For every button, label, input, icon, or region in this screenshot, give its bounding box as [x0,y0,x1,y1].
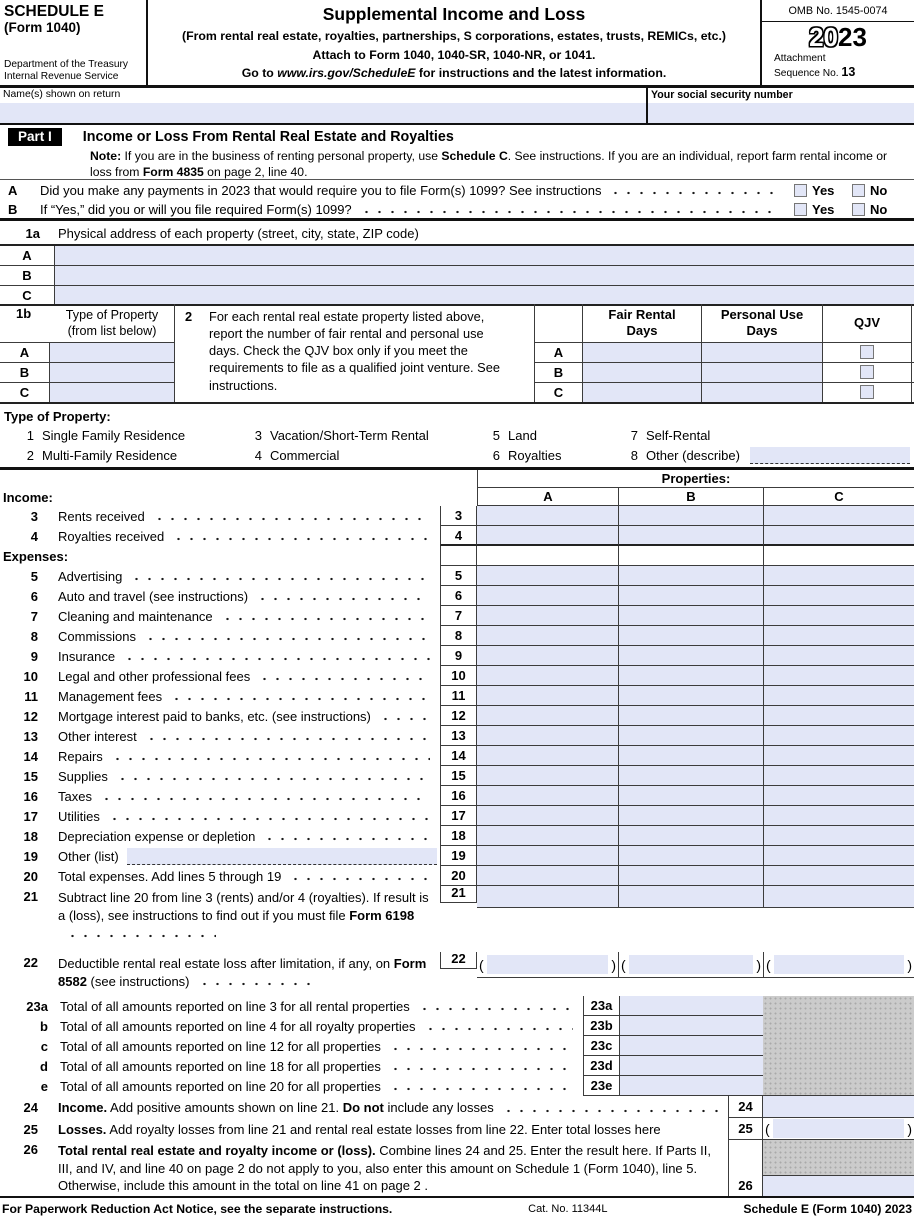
dot-leader [379,717,430,721]
amount-b-input[interactable] [618,506,763,526]
attach-instruction: Attach to Form 1040, 1040-SR, 1040-NR, or 1041. [312,47,596,62]
question-b-no: No [852,202,906,217]
dot-leader [389,1047,573,1051]
yes-checkbox[interactable] [794,184,807,197]
amount-a-input[interactable] [477,826,618,846]
question-a-letter: A [8,183,18,198]
line-number-box: 23c [583,1036,620,1056]
table-row: 20 Total expenses. Add lines 5 through 19 20 [0,866,914,886]
line-22-c-cell: ( ) [763,952,914,978]
line-number-box: 7 [440,606,477,626]
ssn-cell [646,88,914,123]
line-1b-section [0,304,914,404]
property-type-item: 5 Land [492,427,537,443]
form-number: (Form 1040) [4,20,81,36]
dot-leader [170,697,430,701]
dot-leader [256,597,430,601]
property-type-item: 4 Commercial [254,447,340,463]
question-b-text: If “Yes,” did you or will you file required Form(s) 1099? [40,202,352,217]
amount-a-input[interactable] [477,566,618,586]
amount-b-input[interactable] [618,566,763,586]
amount-c-input[interactable] [763,626,914,646]
dot-leader [198,982,318,986]
qjv-c-cell [822,383,912,402]
line-number-box: 23a [583,996,620,1016]
table-row: 7 Cleaning and maintenance 7 [0,606,914,626]
property-b-type-input[interactable] [50,363,174,382]
dot-leader [172,537,430,541]
table-row [0,246,914,266]
amount-c-input[interactable] [763,866,914,886]
line-number-box: 15 [440,766,477,786]
amount-a-input[interactable] [477,606,618,626]
line-number-box: 18 [440,826,477,846]
amount-a-input[interactable] [477,846,618,866]
line-1a-number: 1a [25,225,40,241]
line-number-box: 19 [440,846,477,866]
line-21-c-cell [763,886,914,908]
amount-c-input[interactable] [763,846,914,866]
total-income-or-loss-input[interactable] [763,1175,914,1196]
omb-number: OMB No. 1545-0074 [762,0,914,22]
question-a-yes: Yes [794,183,848,198]
instruction-2-number: 2 [185,309,193,324]
table-row: e Total of all amounts reported on line 20 for all properties 23e [0,1076,914,1096]
total-amount-input[interactable] [620,996,763,1016]
row-letter: A [0,246,55,265]
amount-a-input[interactable] [477,686,618,706]
line-22-row: 22 Deductible rental real estate loss after limitation, if any, on Form 8582 (see instructions) 22 ( ) ( ) ( ) [23,951,912,989]
amount-a-input[interactable] [477,746,618,766]
column-a-header: A [477,488,618,506]
ssn-input[interactable] [648,103,914,123]
line-number-box: 26 [728,1140,763,1196]
amount-c-input[interactable] [763,566,914,586]
name-label: Name(s) shown on return [3,89,121,100]
losses-total-input[interactable] [773,1119,905,1138]
line-21-label: Subtract line 20 from line 3 (rents) and/or 4 (royalties). If result is a (loss), see instructions to find out if you must file Form 6198 [58,889,438,942]
dot-leader [153,517,430,521]
property-type-item: 1 Single Family Residence [26,427,186,443]
name-cell [0,88,646,123]
column-c-header: C [763,488,914,506]
amount-a-input[interactable] [477,886,618,907]
amount-a-input[interactable] [477,806,618,826]
fair-rental-days-c-input[interactable] [582,383,701,402]
dot-leader [130,577,430,581]
spacer [0,470,477,488]
name-input[interactable] [0,103,646,123]
amount-c-input[interactable] [763,666,914,686]
line-number-box: 23d [583,1056,620,1076]
amount-b-input[interactable] [618,746,763,766]
schedule-title: SCHEDULE E [4,3,104,20]
amount-b-input[interactable] [618,866,763,886]
table-row: d Total of all amounts reported on line 18 for all properties 23d [0,1056,914,1076]
amount-a-input[interactable] [477,506,618,526]
spacer [535,304,582,343]
irs-url: www.irs.gov/ScheduleE [277,65,416,80]
type-of-property-list [0,406,914,470]
table-row [535,363,914,383]
row-letter: A [553,344,564,360]
line-25-label: Losses. Add royalty losses from line 21 and rental real estate losses from line 22. Enter total losses here [58,1121,661,1137]
column-b-header: B [618,488,763,506]
line-22-b-cell: ( ) [618,952,763,978]
amount-c-input[interactable] [763,506,914,526]
fair-rental-days-header: Fair Rental Days [582,304,701,343]
line-22-label: Deductible rental real estate loss after limitation, if any, on Form 8582 (see instructions) [58,956,427,989]
qjv-header: QJV [822,304,912,343]
shaded-cell [763,1140,914,1175]
property-type-item: 8 Other (describe) [630,447,740,463]
total-amount-input[interactable] [620,1056,763,1076]
amount-b-input[interactable] [618,666,763,686]
table-row: 14 Repairs 14 [0,746,914,766]
property-type-item: 3 Vacation/Short-Term Rental [254,427,429,443]
amount-c-input[interactable] [763,526,914,546]
line-number-box: 17 [440,806,477,826]
catalog-number: Cat. No. 11344L [528,1202,608,1215]
table-row: 15 Supplies 15 [0,766,914,786]
questions-section [0,179,914,221]
line-number-box: 20 [440,866,477,886]
part1-note: Note: If you are in the business of renting personal property, use Schedule C. See instructions. If you are an individual, report farm rental income or loss from Form 4835 on page 2, line 40. [90,149,888,180]
type-of-property-column [0,304,175,402]
amount-b-input[interactable] [618,846,763,866]
amount-a-input[interactable] [477,766,618,786]
dot-leader [258,677,430,681]
amount-c-input[interactable] [763,606,914,626]
line-number-box: 24 [728,1096,763,1118]
goto-instruction: Go to www.irs.gov/ScheduleE for instructions and the latest information. [241,65,667,80]
shaded-cell [763,1016,914,1036]
dot-leader [108,817,430,821]
amount-a-input[interactable] [477,786,618,806]
form-header [0,0,914,88]
line-1a-label: Physical address of each property (street, city, state, ZIP code) [58,225,419,241]
line-number-box: 22 [440,952,477,969]
column-letters-row [0,488,914,506]
part1-tag: Part I [8,128,62,146]
table-row [0,266,914,286]
header-right-block [762,0,914,85]
qjv-c-checkbox[interactable] [860,385,874,399]
dot-leader [609,191,780,195]
table-row: 18 Depreciation expense or depletion 18 [0,826,914,846]
type-of-property-heading: Type of Property: [4,409,111,424]
question-a-row [0,181,914,200]
amount-c-input[interactable] [764,886,914,907]
line-number-box: 13 [440,726,477,746]
line-26-cell [763,1140,914,1196]
table-row: b Total of all amounts reported on line 4 for all royalty properties 23b [0,1016,914,1036]
other-describe-input[interactable] [750,447,910,464]
shaded-cell [763,1056,914,1076]
line-number-box: 25 [728,1118,763,1140]
properties-header-row [0,470,914,488]
line-21-b-cell [618,886,763,908]
table-row: c Total of all amounts reported on line 12 for all properties 23c [0,1036,914,1056]
total-amount-input[interactable] [620,1036,763,1056]
address-table [0,244,914,306]
table-row: 9 Insurance 9 [0,646,914,666]
dot-leader [502,1109,718,1113]
empty-cell [477,546,618,566]
ssn-label: Your social security number [651,89,793,101]
line-24-label: Income. Add positive amounts shown on line 21. Do not include any losses [58,1099,494,1115]
dot-leader [66,934,216,938]
properties-title: Properties: [477,470,914,488]
question-a-text: Did you make any payments in 2023 that would require you to file Form(s) 1099? See instructions [40,183,602,198]
table-row [535,343,914,363]
amount-c-input[interactable] [763,826,914,846]
form-footer [0,1196,914,1217]
table-row: 6 Auto and travel (see instructions) 6 [0,586,914,606]
line-1b-number: 1b [16,306,32,321]
expenses-section-label: Expenses: [3,548,69,564]
dot-leader [389,1067,573,1071]
line-number-box: 14 [440,746,477,766]
paperwork-notice: For Paperwork Reduction Act Notice, see the separate instructions. [2,1201,393,1216]
dot-leader [111,757,430,761]
attachment-sequence: Attachment Sequence No. 13 [774,52,856,80]
personal-use-days-c-input[interactable] [701,383,822,402]
taxpayer-row [0,88,914,125]
dot-leader [389,1087,573,1091]
line-number-box: 6 [440,586,477,606]
instruction-2-block [175,304,535,402]
total-amount-input[interactable] [620,1076,763,1096]
loss-b-input[interactable] [629,955,754,974]
line-25-cell: ( ) [763,1118,914,1140]
department-line1: Department of the Treasury [4,58,129,70]
shaded-cell [763,1036,914,1056]
income-total-input[interactable] [763,1096,914,1118]
line-26-label: Total rental real estate and royalty income or (loss). Combine lines 24 and 25. Enter the result here. If Parts II, III, and IV, and line 40 on page 2 do not apply to you, also enter this amount on Schedule 1 (Form 1040), line 5. Otherwise, include this amount in the total on line 41 on page 2 . [58,1143,711,1194]
department-line2: Internal Revenue Service [4,70,119,82]
line-number-box: 8 [440,626,477,646]
row-letter: C [0,383,50,402]
line-26-row: 26 Total rental real estate and royalty income or (loss). Combine lines 24 and 25. Enter the result here. If Parts II, III, and IV, and line 40 on page 2 do not apply to you, also enter this amount on Schedule 1 (Form 1040), line 5. Otherwise, include this amount in the total on line 41 on page 2 . 26 [0,1140,914,1196]
table-row [0,343,174,363]
income-expense-grid [0,470,914,996]
dot-leader [360,210,780,214]
amount-c-input[interactable] [763,586,914,606]
amount-c-input[interactable] [763,746,914,766]
amount-b-input[interactable] [618,646,763,666]
dot-leader [221,617,430,621]
empty-cell [618,546,763,566]
line-number-box: 12 [440,706,477,726]
form-subtitle: (From rental real estate, royalties, partnerships, S corporations, estates, trusts, REMICs, etc.) [182,29,726,44]
row-letter: B [553,364,564,380]
amount-b-input[interactable] [618,826,763,846]
amount-c-input[interactable] [763,766,914,786]
amount-b-input[interactable] [619,886,763,907]
dot-leader [116,777,430,781]
dot-leader [424,1027,573,1031]
row-letter: C [553,384,564,400]
loss-a-input[interactable] [487,955,609,974]
row-letter: C [0,286,55,304]
form-footer-id: Schedule E (Form 1040) 2023 [743,1201,912,1216]
line-number-box: 3 [440,506,477,526]
table-row: 13 Other interest 13 [0,726,914,746]
tax-year: 2023 [809,22,867,52]
table-row: 5 Advertising 5 [0,566,914,586]
question-b-row [0,200,914,219]
dot-leader [145,737,430,741]
question-b-letter: B [8,202,18,217]
personal-use-days-header: Personal Use Days [701,304,822,343]
totals-section [0,996,914,1096]
line-number-box: 23b [583,1016,620,1036]
table-row: 10 Legal and other professional fees 10 [0,666,914,686]
yes-checkbox[interactable] [794,203,807,216]
amount-a-input[interactable] [477,586,618,606]
amount-c-input[interactable] [763,686,914,706]
qjv-a-checkbox[interactable] [860,345,874,359]
qjv-a-cell [822,343,912,362]
line-21-row: 21 Subtract line 20 from line 3 (rents) and/or 4 (royalties). If result is a (loss), see instructions to find out if you must file Form 6198 21 [0,886,914,952]
line-number-box: 21 [440,886,477,903]
dot-leader [263,837,430,841]
part1-heading: Income or Loss From Rental Real Estate and Royalties [82,129,454,145]
row-letter: B [0,363,50,382]
shaded-cell [763,1076,914,1096]
fair-rental-days-a-input[interactable] [582,343,701,362]
empty-cell [763,546,914,566]
question-b-yes: Yes [794,202,848,217]
qjv-b-checkbox[interactable] [860,365,874,379]
table-row: 8 Commissions 8 [0,626,914,646]
type-of-property-header: Type of Property (from list below) [65,308,159,339]
line-number-box: 9 [440,646,477,666]
amount-b-input[interactable] [618,526,763,546]
header-left-block [0,0,148,85]
amount-a-input[interactable] [477,646,618,666]
property-type-item: 7 Self-Rental [630,427,711,443]
amount-a-input[interactable] [477,666,618,686]
table-row: 3 Rents received 3 [0,506,914,526]
amount-a-input[interactable] [477,626,618,646]
line-1a-section [0,222,914,306]
amount-c-input[interactable] [763,806,914,826]
instruction-2-text: For each rental real estate property listed above, report the number of fair rental and personal use days. Check the QJV box only if you meet the requirements to file as a qualified joint venture. See instructions. [209,309,500,393]
table-row [0,363,174,383]
property-type-item: 2 Multi-Family Residence [26,447,178,463]
personal-use-days-b-input[interactable] [701,363,822,382]
row-letter: A [0,343,50,362]
table-row: 23a Total of all amounts reported on line 3 for all rental properties 23a [0,996,914,1016]
question-a-no: No [852,183,906,198]
line-number-box: 16 [440,786,477,806]
rental-days-table [535,304,914,402]
dot-leader [123,657,430,661]
property-type-item: 6 Royalties [492,447,562,463]
property-a-address-input[interactable] [55,246,914,265]
amount-c-input[interactable] [763,706,914,726]
no-checkbox[interactable] [852,184,865,197]
form-title: Supplemental Income and Loss [322,4,586,24]
table-row: 16 Taxes 16 [0,786,914,806]
line-number-box: 23e [583,1076,620,1096]
no-checkbox[interactable] [852,203,865,216]
amount-a-input[interactable] [477,726,618,746]
line-number-box: 11 [440,686,477,706]
property-b-address-input[interactable] [55,266,914,285]
amount-b-input[interactable] [618,626,763,646]
line-number-box: 4 [440,526,477,546]
fair-rental-days-b-input[interactable] [582,363,701,382]
table-row [535,383,914,402]
line-number-box: 5 [440,566,477,586]
other-list-input[interactable] [127,848,437,865]
personal-use-days-a-input[interactable] [701,343,822,362]
line-number-box [440,546,477,566]
expense-rows [0,566,914,846]
line-25-row: 25 Losses. Add royalty losses from line 21 and rental real estate losses from line 22. Enter total losses here 25 ( ) [0,1118,914,1140]
expenses-header-row [0,546,914,566]
qjv-b-cell [822,363,912,382]
shaded-cell [763,996,914,1016]
amount-b-input[interactable] [618,586,763,606]
amount-b-input[interactable] [618,726,763,746]
total-amount-input[interactable] [620,1016,763,1036]
line-22-a-cell: ( ) [477,952,618,978]
amount-c-input[interactable] [763,646,914,666]
table-row: 19 Other (list) 19 [0,846,914,866]
amount-a-input[interactable] [477,866,618,886]
property-a-type-input[interactable] [50,343,174,362]
amount-a-input[interactable] [477,526,618,546]
amount-b-input[interactable] [618,806,763,826]
loss-c-input[interactable] [774,955,905,974]
table-row: 11 Management fees 11 [0,686,914,706]
dot-leader [144,637,430,641]
dot-leader [289,877,430,881]
table-row: 17 Utilities 17 [0,806,914,826]
amount-b-input[interactable] [618,766,763,786]
dot-leader [418,1007,573,1011]
part1-header [0,128,914,180]
amount-c-input[interactable] [763,726,914,746]
amount-c-input[interactable] [763,786,914,806]
income-section-label: Income: [3,490,53,505]
line-number-box: 10 [440,666,477,686]
property-c-type-input[interactable] [50,383,174,402]
line-21-a-cell [477,886,618,908]
amount-b-input[interactable] [618,786,763,806]
table-row [0,286,914,306]
line-24-row: 24 Income. Add positive amounts shown on line 21. Do not include any losses 24 [0,1096,914,1118]
amount-b-input[interactable] [618,706,763,726]
table-row [0,383,174,402]
amount-b-input[interactable] [618,686,763,706]
row-letter: B [0,266,55,285]
table-row: 12 Mortgage interest paid to banks, etc. (see instructions) 12 [0,706,914,726]
property-c-address-input[interactable] [55,286,914,304]
amount-b-input[interactable] [618,606,763,626]
header-center-block [148,0,762,85]
table-row: 4 Royalties received 4 [0,526,914,546]
dot-leader [100,797,430,801]
amount-a-input[interactable] [477,706,618,726]
